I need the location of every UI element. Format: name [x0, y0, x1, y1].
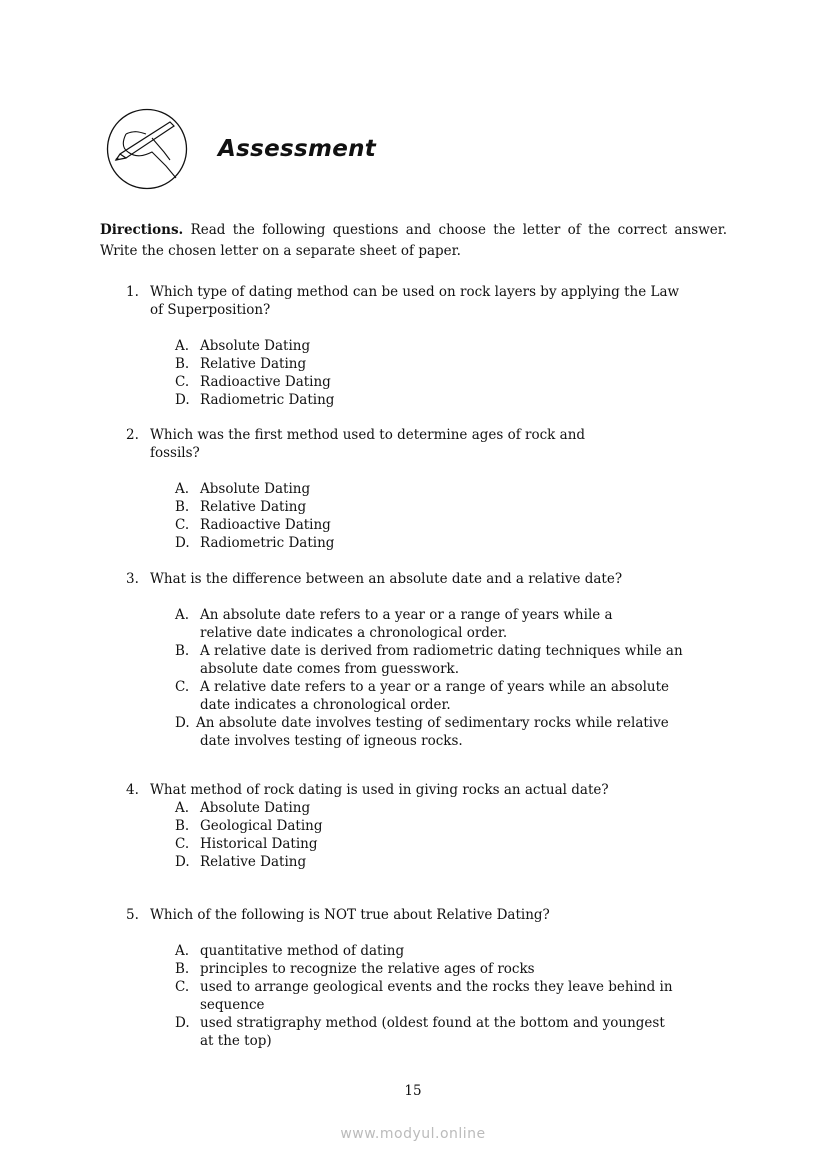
option-text: date indicates a chronological order. — [200, 697, 451, 713]
option-text: Relative Dating — [200, 499, 307, 515]
option-letter: A. — [175, 800, 190, 816]
page-title: Assessment — [218, 136, 377, 162]
option-letter: D. — [175, 392, 190, 408]
option-text: Relative Dating — [200, 356, 307, 372]
directions — [100, 220, 727, 262]
question-text: What is the difference between an absolute date and a relative date? — [150, 571, 623, 587]
option-letter: D. — [175, 854, 190, 870]
option-text: A relative date refers to a year or a range of years while an absolute — [200, 679, 670, 695]
question-text: of Superposition? — [150, 302, 271, 318]
option-letter: A. — [175, 607, 190, 623]
option-letter: A. — [175, 481, 190, 497]
option-text: Radioactive Dating — [200, 517, 331, 533]
option-text: used to arrange geological events and the rocks they leave behind in — [200, 979, 673, 995]
option-letter: D. — [175, 1015, 190, 1031]
option-letter: C. — [175, 517, 190, 533]
option-text: Radioactive Dating — [200, 374, 331, 390]
option-letter: A. — [175, 338, 190, 354]
option-text: Geological Dating — [200, 818, 323, 834]
option-text: principles to recognize the relative ages of rocks — [200, 961, 535, 977]
option-text: Radiometric Dating — [200, 392, 335, 408]
option-letter: D. — [175, 715, 190, 731]
question-text: Which of the following is NOT true about Relative Dating? — [150, 907, 550, 923]
question-number: 1. — [126, 284, 139, 300]
watermark: www.modyul.online — [340, 1126, 486, 1142]
question-text: Which was the first method used to determine ages of rock and — [150, 427, 586, 443]
question-number: 3. — [126, 571, 139, 587]
question-number: 2. — [126, 427, 139, 443]
option-text: A relative date is derived from radiometric dating techniques while an — [200, 643, 683, 659]
question-number: 5. — [126, 907, 139, 923]
directions-text: Read the following questions and choose the letter of the correct answer. Write the chosen letter on a separate sheet of paper. — [100, 222, 727, 259]
option-letter: C. — [175, 679, 190, 695]
option-letter: C. — [175, 374, 190, 390]
option-text: Historical Dating — [200, 836, 318, 852]
option-text: absolute date comes from guesswork. — [200, 661, 460, 677]
option-letter: B. — [175, 818, 190, 834]
option-text: sequence — [200, 997, 265, 1013]
option-letter: B. — [175, 356, 190, 372]
option-text: quantitative method of dating — [200, 943, 405, 959]
directions-label: Directions. — [100, 222, 184, 238]
question-text: fossils? — [150, 445, 200, 461]
option-text: Absolute Dating — [200, 338, 311, 354]
question-number: 4. — [126, 782, 139, 798]
option-letter: B. — [175, 499, 190, 515]
option-letter: A. — [175, 943, 190, 959]
option-text: at the top) — [200, 1033, 272, 1049]
page-number: 15 — [404, 1083, 422, 1099]
option-letter: C. — [175, 836, 190, 852]
option-text: Absolute Dating — [200, 800, 311, 816]
question-text: Which type of dating method can be used on rock layers by applying the Law — [150, 284, 680, 300]
option-text: Relative Dating — [200, 854, 307, 870]
option-letter: B. — [175, 643, 190, 659]
option-text: Radiometric Dating — [200, 535, 335, 551]
writing-hand-icon — [106, 108, 188, 190]
option-text: An absolute date refers to a year or a range of years while a — [200, 607, 613, 623]
option-letter: B. — [175, 961, 190, 977]
option-letter: C. — [175, 979, 190, 995]
option-letter: D. — [175, 535, 190, 551]
question-text: What method of rock dating is used in giving rocks an actual date? — [150, 782, 609, 798]
option-text: relative date indicates a chronological order. — [200, 625, 508, 641]
option-text: used stratigraphy method (oldest found at the bottom and youngest — [200, 1015, 665, 1031]
option-text: Absolute Dating — [200, 481, 311, 497]
option-text: An absolute date involves testing of sedimentary rocks while relative — [196, 715, 669, 731]
option-text: date involves testing of igneous rocks. — [200, 733, 463, 749]
